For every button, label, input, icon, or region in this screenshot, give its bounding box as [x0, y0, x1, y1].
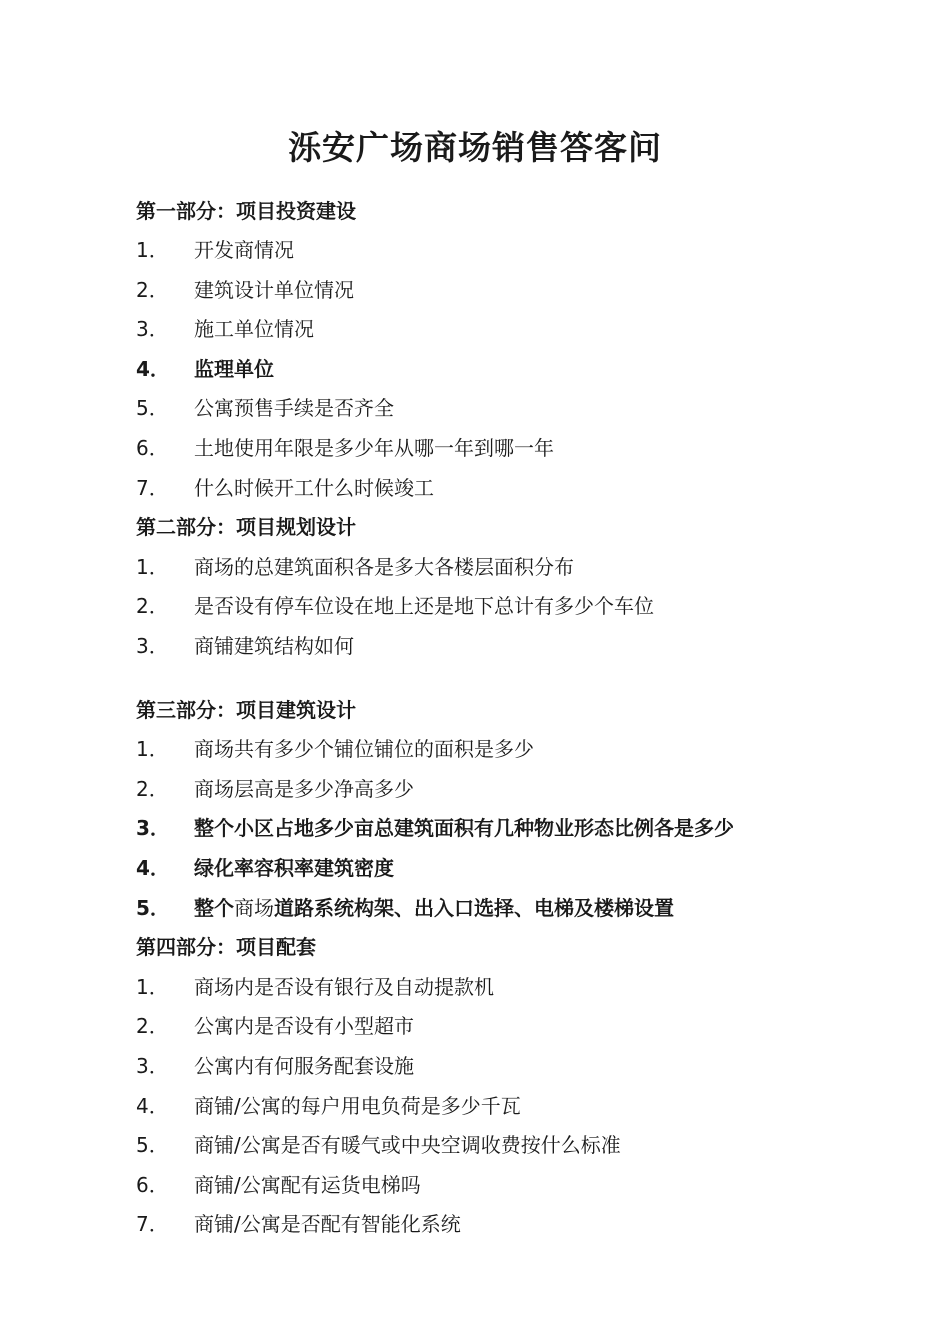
- item-text-part: 道路系统构架、出入口选择、电梯及楼梯设置: [274, 896, 674, 920]
- item-text: 商铺/公寓的每户用电负荷是多少千瓦: [194, 1094, 521, 1118]
- item-number: 3．: [136, 816, 170, 840]
- item-text: 整个小区占地多少亩总建筑面积有几种物业形态比例各是多少: [194, 816, 734, 840]
- item-text: 商铺/公寓是否有暖气或中央空调收费按什么标准: [194, 1133, 621, 1157]
- item-text: 监理单位: [194, 357, 274, 381]
- item-text: 建筑设计单位情况: [194, 278, 354, 302]
- item-number: 5．: [136, 396, 169, 420]
- item-number: 2．: [136, 278, 169, 302]
- item-number: 5．: [136, 1133, 169, 1157]
- item-number: 1．: [136, 975, 169, 999]
- item-number: 3．: [136, 1054, 169, 1078]
- item-number: 4．: [136, 856, 170, 880]
- item-number: 6．: [136, 436, 169, 460]
- item-text: 公寓预售手续是否齐全: [194, 396, 394, 420]
- section-heading-2: 第二部分：项目规划设计: [136, 515, 356, 539]
- item-text-part: 商场: [234, 896, 274, 920]
- item-number: 7．: [136, 1212, 169, 1236]
- item-number: 3．: [136, 634, 169, 658]
- item-number: 2．: [136, 777, 169, 801]
- item-number: 1．: [136, 555, 169, 579]
- item-text: 商场层高是多少净高多少: [194, 777, 414, 801]
- section-heading-1: 第一部分：项目投资建设: [136, 199, 356, 223]
- item-number: 1．: [136, 238, 169, 262]
- item-number: 4．: [136, 1094, 169, 1118]
- item-text: 开发商情况: [194, 238, 294, 262]
- item-text: 什么时候开工什么时候竣工: [194, 476, 434, 500]
- item-number: 1．: [136, 737, 169, 761]
- item-text: 公寓内有何服务配套设施: [194, 1054, 414, 1078]
- section-heading-4: 第四部分：项目配套: [136, 935, 316, 959]
- item-text: 商场共有多少个铺位铺位的面积是多少: [194, 737, 534, 761]
- item-text: 公寓内是否设有小型超市: [194, 1014, 414, 1038]
- item-number: 7．: [136, 476, 169, 500]
- item-text: 商场的总建筑面积各是多大各楼层面积分布: [194, 555, 574, 579]
- item-text-part: 整个: [194, 896, 234, 920]
- item-text: 施工单位情况: [194, 317, 314, 341]
- item-number: 3．: [136, 317, 169, 341]
- item-number: 6．: [136, 1173, 169, 1197]
- item-text: 商场内是否设有银行及自动提款机: [194, 975, 494, 999]
- section-heading-3: 第三部分：项目建筑设计: [136, 698, 356, 722]
- item-text: 土地使用年限是多少年从哪一年到哪一年: [194, 436, 554, 460]
- document-title: 泺安广场商场销售答客问: [288, 128, 662, 167]
- item-text: 商铺/公寓配有运货电梯吗: [194, 1173, 421, 1197]
- item-text: 商铺建筑结构如何: [194, 634, 354, 658]
- item-text: 是否设有停车位设在地上还是地下总计有多少个车位: [194, 594, 654, 618]
- item-number: 4．: [136, 357, 170, 381]
- item-number: 2．: [136, 594, 169, 618]
- item-text: 商铺/公寓是否配有智能化系统: [194, 1212, 461, 1236]
- item-number: 2．: [136, 1014, 169, 1038]
- item-number: 5．: [136, 896, 170, 920]
- item-text: 绿化率容积率建筑密度: [194, 856, 394, 880]
- item-text: [194, 894, 674, 922]
